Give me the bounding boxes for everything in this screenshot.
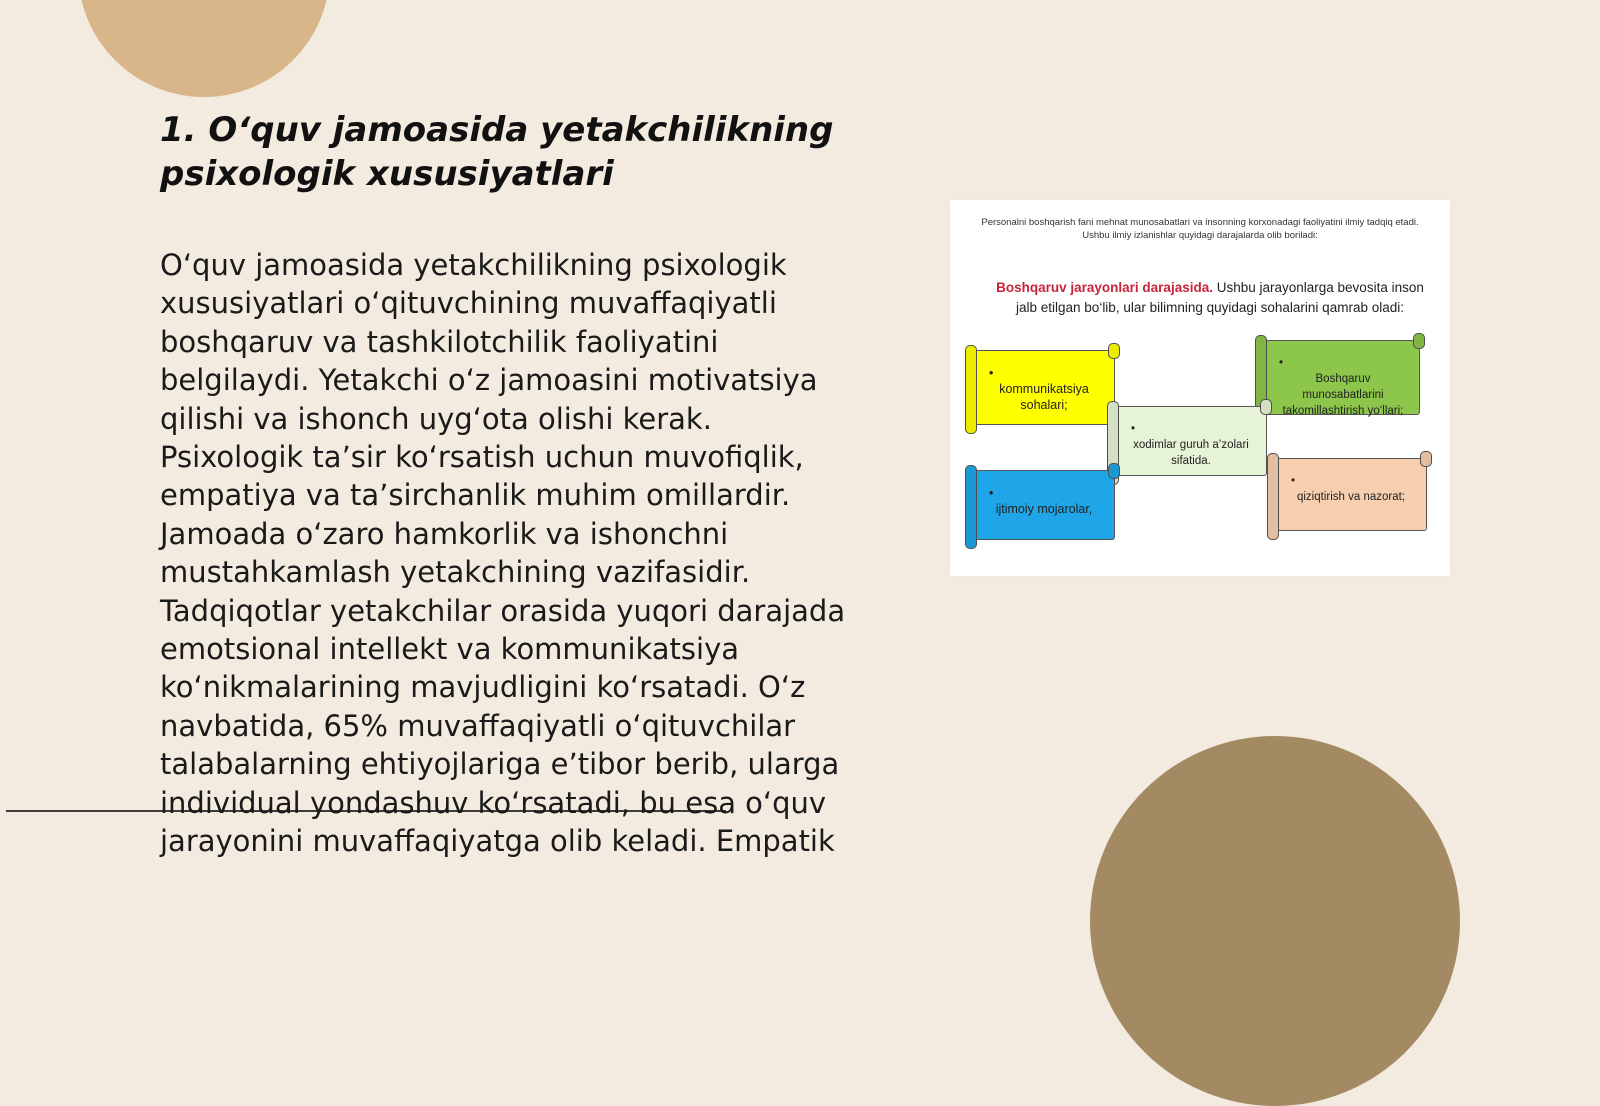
- slide-body-text: O‘quv jamoasida yetakchilikning psixologik xususiyatlari o‘qituvchining muvaffaqiyatli boshqaruv va tashkilotchilik faoliyatini belgilaydi. Yetakchi o‘z jamoasini motivatsiya qilishi va ishonch uyg‘ota olishi kerak. Psixologik ta’sir ko‘rsatish uchun muvofiqlik, empatiya va ta’sirchanlik muhim omillardir. Jamoada o‘zaro hamkorlik va ishonchni mustahkamlash yetakchining vazifasidir. Tadqiqotlar yetakchilar orasida yuqori darajada emotsional intellekt va kommunikatsiya ko‘nikmalarining mavjudligini ko‘rsatadi. O‘z navbatida, 65% muvaffaqiyatli o‘qituvchilar talabalarning ehtiyojlariga e’tibor berib, ularga individual yondashuv ko‘rsatadi, bu esa o‘quv jarayonini muvaffaqiyatga olib keladi. Empatik: [160, 248, 846, 859]
- scroll-label: kommunikatsiya sohalari;: [999, 382, 1089, 412]
- scroll-employees-group: [1112, 406, 1267, 476]
- scroll-management-relations: [1260, 340, 1420, 415]
- scroll-label: ijtimoiy mojarolar,: [995, 502, 1093, 516]
- bullet: •: [989, 486, 994, 500]
- bullet: •: [1131, 423, 1136, 435]
- scroll-communication: [970, 350, 1115, 425]
- diagram-image: [950, 200, 1450, 576]
- scroll-label: xodimlar guruh a’zolari sifatida.: [1133, 439, 1249, 467]
- slide-title: 1. O‘quv jamoasida yetakchilikning psixologik xususiyatlari: [160, 110, 834, 194]
- diagram-heading-highlight: Boshqaruv jarayonlari darajasida.: [996, 280, 1213, 295]
- scroll-label: Boshqaruv munosabatlarini takomillashtirish yo‘llari;: [1282, 373, 1404, 417]
- bullet: •: [989, 366, 994, 380]
- diagram-heading-text: Ushbu jarayonlarga bevosita inson jalb etilgan bo‘lib, ular bilimning quyidagi sohalarini qamrab oladi:: [1016, 280, 1424, 315]
- scroll-motivation-control: [1272, 458, 1427, 531]
- decorative-circle-bottom: [1090, 736, 1460, 1106]
- bullet: •: [1279, 357, 1284, 369]
- scroll-social-conflicts: [970, 470, 1115, 540]
- decorative-circle-top: [78, 0, 330, 97]
- scroll-label: qiziqtirish va nazorat;: [1296, 491, 1406, 503]
- diagram-caption: Personalni boshqarish fani mehnat munosabatlari va insonning korxonadagi faoliyatini ilmiy tadqiq etadi. Ushbu ilmiy izlanishlar quyidagi darajalarda olib boriladi:: [981, 217, 1419, 241]
- diagram-heading: [990, 278, 1430, 318]
- bullet: •: [1291, 475, 1296, 487]
